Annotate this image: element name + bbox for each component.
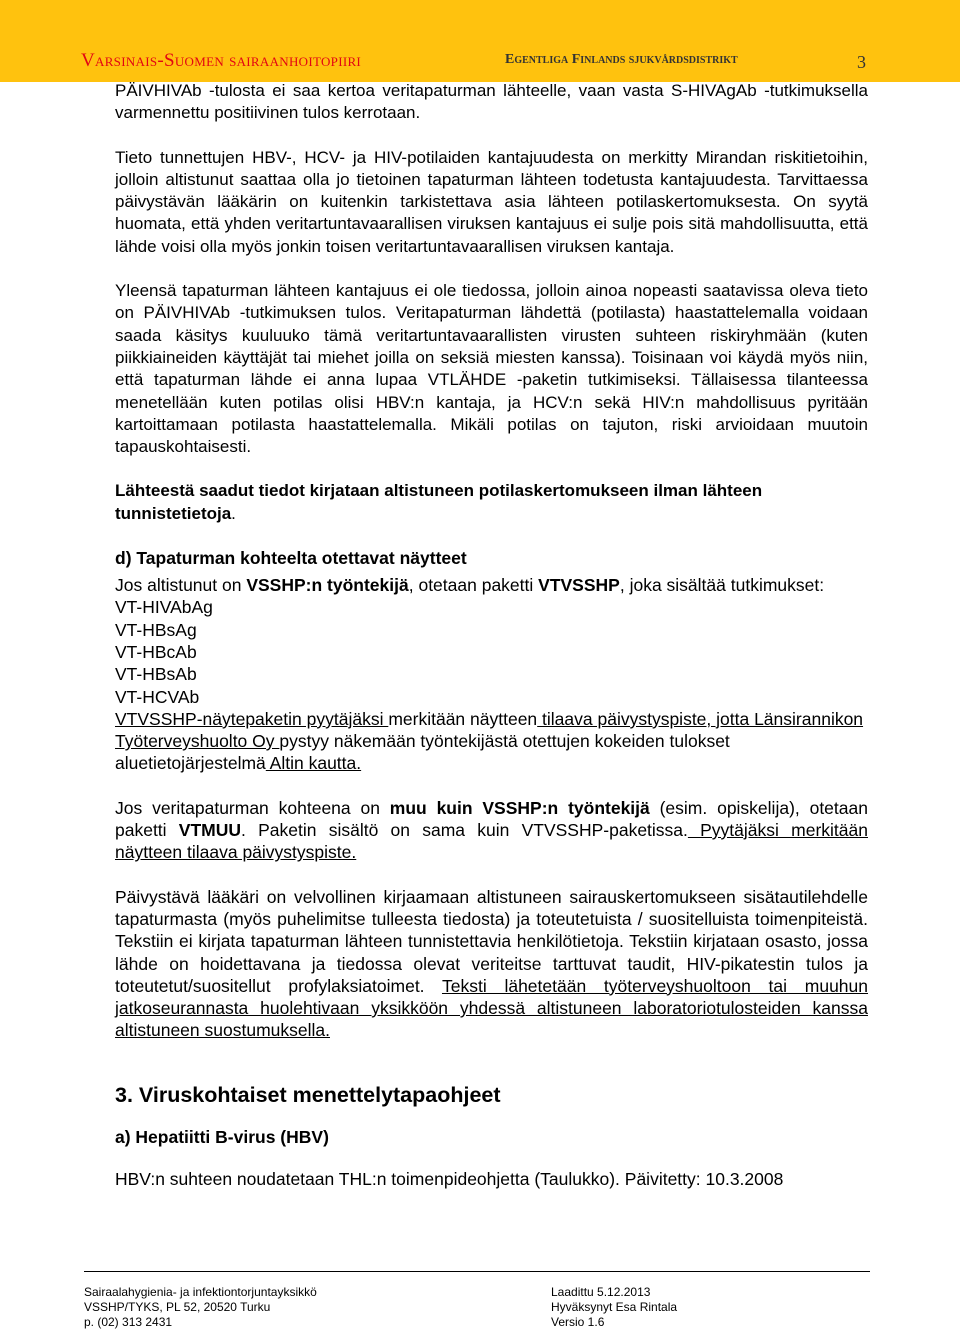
recording-note-bold: Lähteestä saadut tiedot kirjataan altistuneen potilaskertomukseen ilman lähteen tunnistetietoja bbox=[115, 481, 763, 523]
paragraph-recording-note bbox=[115, 480, 868, 525]
requester-text-2: pystyy näkemään työntekijästä otettujen kokeiden tulokset aluetietojärjestelmä bbox=[115, 731, 730, 774]
footer-created: Laadittu 5.12.2013 bbox=[551, 1285, 651, 1299]
test-item: VT-HCVAb bbox=[115, 686, 200, 707]
carrier-info-text-3: On syytä huomata, että yhden veritartuntavaarallisen viruksen kantajuus ei sulje pois sitä mahdollisuutta, että lähde voisi olla myös jonkin toisen veritartuntavaarallisen viruksen kantaja. bbox=[115, 192, 868, 256]
package-vtvsshp: VTVSSHP bbox=[538, 575, 620, 596]
organization-name-finnish: Varsinais-Suomen sairaanhoitopiiri bbox=[81, 50, 362, 71]
paragraph-physician-duty bbox=[115, 886, 868, 1042]
paragraph-hbv-guideline: HBV:n suhteen noudatetaan THL:n toimenpideohjetta (Taulukko). Päivitetty: 10.3.2008 bbox=[115, 1168, 784, 1189]
document-body bbox=[115, 80, 868, 1190]
test-list bbox=[115, 596, 868, 707]
employee-mid: , otetaan paketti bbox=[408, 575, 539, 596]
carrier-info-text-1: Tieto tunnettujen HBV-, HCV- ja HIV-potilaiden kantajuudesta on merkitty Mirandan riskitietoihin, jolloin altistunut saattaa olla jo tietoinen tapaturman lähteen todetusta kantajuudesta. bbox=[115, 147, 868, 189]
section-3-heading: 3. Viruskohtaiset menettelytapaohjeet bbox=[115, 1082, 501, 1107]
header-bar bbox=[0, 0, 960, 82]
employee-pre: Jos altistunut on bbox=[115, 575, 247, 596]
footer-version: Versio 1.6 bbox=[551, 1315, 605, 1329]
other-post: . Paketin sisältö on sama kuin VTVSSHP-paketissa. bbox=[241, 820, 688, 841]
employee-bold: VSSHP:n työntekijä bbox=[246, 575, 409, 596]
other-underline: Pyytäjäksi merkitään näytteen tilaava päivystyspiste. bbox=[115, 820, 868, 863]
carrier-info-text-2: Tarvittaessa päivystävän lääkärin on kuitenkin tarkistettava asia lähteen potilaskertomuksesta. bbox=[115, 169, 868, 212]
heading-hbv: a) Hepatiitti B-virus (HBV) bbox=[115, 1126, 329, 1147]
footer-address: VSSHP/TYKS, PL 52, 20520 Turku bbox=[84, 1300, 271, 1314]
heading-target-samples: d) Tapaturman kohteelta otettavat näytteet bbox=[115, 548, 467, 569]
organization-name-swedish: Egentliga Finlands sjukvårdsdistrikt bbox=[505, 52, 738, 67]
employee-post: , joka sisältää tutkimukset: bbox=[619, 575, 825, 596]
physician-duty-underline: Teksti lähetetään työterveyshuoltoon tai muuhun jatkoseurannasta huolehtivaan yksikköön yhdessä altistuneen laboratoriotulosteiden kanssa altistuneen suostumuksella. bbox=[115, 975, 869, 1041]
physician-duty-text: Päivystävä lääkäri on velvollinen kirjaamaan altistuneen sairauskertomukseen sisätautilehdelle tapaturmasta (myös puhelimitse tulleesta tiedosta) ja toteutetuista / suositelluista toimenpiteistä. Tekstiin ei kirjata tapaturman lähteen tunnistettavia henkilötietoja. Tekstiin kirjataan osasto, jossa lähde on hoidettavana ja tiedossa olevat veriteitse tarttuvat taudit, HIV-pikatestin tulos ja toteutetut/suositellut profylaksiatoimet. bbox=[115, 886, 868, 996]
paragraph-hivab-result: PÄIVHIVAb -tulosta ei saa kertoa veritapaturman lähteelle, vaan vasta S-HIVAgAb -tutkimuksella varmennettu positiivinen tulos kerrotaan. bbox=[115, 81, 868, 123]
requester-underline-2: tilaava päivystyspiste, jotta Länsirannikon Työterveyshuolto Oy bbox=[115, 708, 864, 752]
paragraph-employee-package bbox=[115, 574, 868, 596]
paragraph-source-status: Yleensä tapaturman lähteen kantajuus ei ole tiedossa, jolloin ainoa nopeasti saatavissa oleva tieto on PÄIVHIVAb -tutkimuksen tulos. Veritapaturman lähdettä (potilasta) haastattelemalla voidaan saada käsitys kuuluuko tämä veritartuntavaarallisten virusten suhteen riskiryhmään (kuten piikkiaineiden käyttäjät tai miehet joilla on seksiä miesten kanssa). Toisinaan voi käydä myös niin, että tapaturman lähde ei anna lupaa VTLÄHDE -paketin tutkimiseksi. Tällaisessa tilanteessa menetellään kuten potilas olisi HBV:n kantaja, ja HCV:n sekä HIV:n mahdollisuus pyritään kartoittamaan potilasta haastattelemalla. Mikäli potilas on tajuton, riski arvioidaan muutoin tapauskohtaisesti. bbox=[115, 281, 868, 457]
other-mid: (esim. opiskelija), otetaan paketti bbox=[115, 797, 868, 841]
footer-divider bbox=[84, 1271, 870, 1272]
requester-underline-3: Altin kautta. bbox=[265, 753, 362, 774]
paragraph-requester bbox=[115, 708, 868, 775]
other-pre: Jos veritapaturman kohteena on bbox=[115, 797, 390, 818]
footer-unit: Sairaalahygienia- ja infektiontorjuntayksikkö bbox=[84, 1285, 317, 1299]
paragraph-carrier-info bbox=[115, 147, 868, 258]
test-item: VT-HBcAb bbox=[115, 641, 197, 662]
footer-approved: Hyväksynyt Esa Rintala bbox=[551, 1300, 678, 1314]
recording-note-end: . bbox=[231, 503, 236, 523]
other-bold: muu kuin VSSHP:n työntekijä bbox=[389, 797, 650, 818]
test-item: VT-HBsAg bbox=[115, 619, 197, 640]
paragraph-other-target bbox=[115, 797, 868, 864]
page-number: 3 bbox=[857, 52, 866, 72]
requester-text-1: merkitään näytteen bbox=[388, 708, 538, 729]
footer-phone: p. (02) 313 2431 bbox=[84, 1315, 173, 1329]
package-vtmuu: VTMUU bbox=[178, 820, 242, 841]
test-item: VT-HIVAbAg bbox=[115, 597, 213, 618]
requester-underline-1: VTVSSHP-näytepaketin pyytäjäksi bbox=[115, 708, 389, 729]
test-item: VT-HBsAb bbox=[115, 664, 197, 685]
